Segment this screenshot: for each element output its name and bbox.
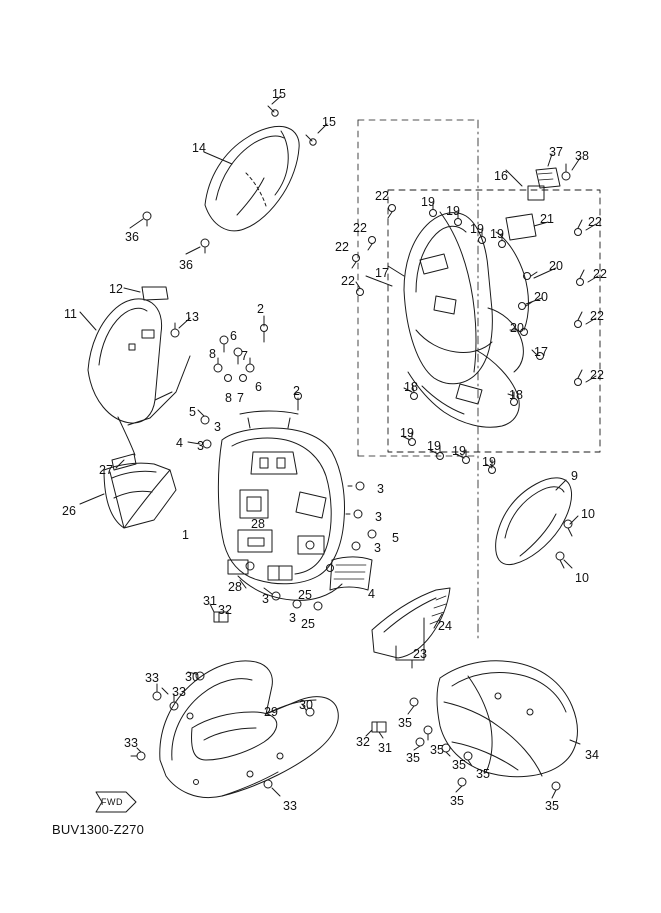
callout-number: 18 (404, 380, 418, 394)
callout-number: 35 (430, 743, 444, 757)
callout-number: 3 (214, 420, 221, 434)
callout-number: 22 (590, 309, 604, 323)
callout-number: 19 (470, 222, 484, 236)
callout-number: 30 (185, 670, 199, 684)
callout-number: 31 (378, 741, 392, 755)
callout-number: 32 (356, 735, 370, 749)
callout-number: 18 (509, 388, 523, 402)
callout-number: 27 (99, 463, 113, 477)
callout-number: 19 (490, 227, 504, 241)
callout-number: 8 (225, 391, 232, 405)
callout-number: 16 (494, 169, 508, 183)
callout-number: 3 (374, 541, 381, 555)
callout-number: 35 (545, 799, 559, 813)
callout-number: 33 (283, 799, 297, 813)
callout-number: 37 (549, 145, 563, 159)
callout-number: 8 (209, 347, 216, 361)
callout-number: 11 (64, 307, 77, 321)
callout-number: 20 (510, 321, 524, 335)
callout-number: 34 (585, 748, 599, 762)
callout-number: 22 (375, 189, 389, 203)
callout-number: 2 (293, 384, 300, 398)
callout-number: 28 (251, 517, 265, 531)
callout-number: 3 (375, 510, 382, 524)
callout-number: 3 (197, 439, 204, 453)
callout-number: 19 (452, 444, 466, 458)
callout-number: 12 (109, 282, 123, 296)
callout-number: 20 (549, 259, 563, 273)
callout-number: 36 (179, 258, 193, 272)
callout-number: 7 (237, 391, 244, 405)
callout-number: 22 (588, 215, 602, 229)
callout-number: 19 (400, 426, 414, 440)
callout-number: 22 (341, 274, 355, 288)
callout-number: 35 (452, 758, 466, 772)
callout-number: 15 (272, 87, 286, 101)
callout-number: 10 (581, 507, 595, 521)
callout-number: 36 (125, 230, 139, 244)
callout-number: 24 (438, 619, 452, 633)
callout-number: 35 (398, 716, 412, 730)
callout-number: 22 (353, 221, 367, 235)
callout-number: 15 (322, 115, 336, 129)
callout-number: 29 (264, 705, 278, 719)
callout-number: 22 (335, 240, 349, 254)
callout-number: 5 (189, 405, 196, 419)
callout-number: 33 (124, 736, 138, 750)
callout-number: 4 (368, 587, 375, 601)
callout-number: 17 (534, 345, 548, 359)
callout-number: 28 (228, 580, 242, 594)
callout-number: 14 (192, 141, 206, 155)
callout-number: 25 (298, 588, 312, 602)
callout-number: 30 (299, 698, 313, 712)
callout-number: 23 (413, 647, 427, 661)
callout-number: 33 (172, 685, 186, 699)
callout-number: 31 (203, 594, 217, 608)
callout-number: 5 (392, 531, 399, 545)
callout-number: 3 (289, 611, 296, 625)
callout-number: 13 (185, 310, 199, 324)
callout-number: 19 (427, 439, 441, 453)
callout-number: 20 (534, 290, 548, 304)
part-code: BUV1300-Z270 (52, 822, 145, 837)
callout-number: 6 (255, 380, 262, 394)
callout-number: 26 (62, 504, 76, 518)
callout-number: 19 (446, 204, 460, 218)
callout-number: 9 (571, 469, 578, 483)
callout-number: 38 (575, 149, 589, 163)
callout-number: 17 (375, 266, 389, 280)
callout-number: 3 (262, 592, 269, 606)
callout-number: 22 (590, 368, 604, 382)
callout-number: 7 (241, 349, 248, 363)
callout-number: 10 (575, 571, 589, 585)
callout-number: 22 (593, 267, 607, 281)
callout-number: 35 (450, 794, 464, 808)
callout-number: 35 (476, 767, 490, 781)
callout-number: 33 (145, 671, 159, 685)
callout-number: 1 (182, 528, 189, 542)
callout-number: 19 (421, 195, 435, 209)
callout-number: 32 (218, 603, 232, 617)
callout-number: 35 (406, 751, 420, 765)
fwd-marker: FWD (101, 797, 123, 807)
callout-number: 6 (230, 329, 237, 343)
callout-number: 25 (301, 617, 315, 631)
callout-number: 21 (540, 212, 554, 226)
callout-number: 4 (176, 436, 183, 450)
callout-number: 3 (377, 482, 384, 496)
callout-number: 2 (257, 302, 264, 316)
callout-number: 19 (482, 455, 496, 469)
